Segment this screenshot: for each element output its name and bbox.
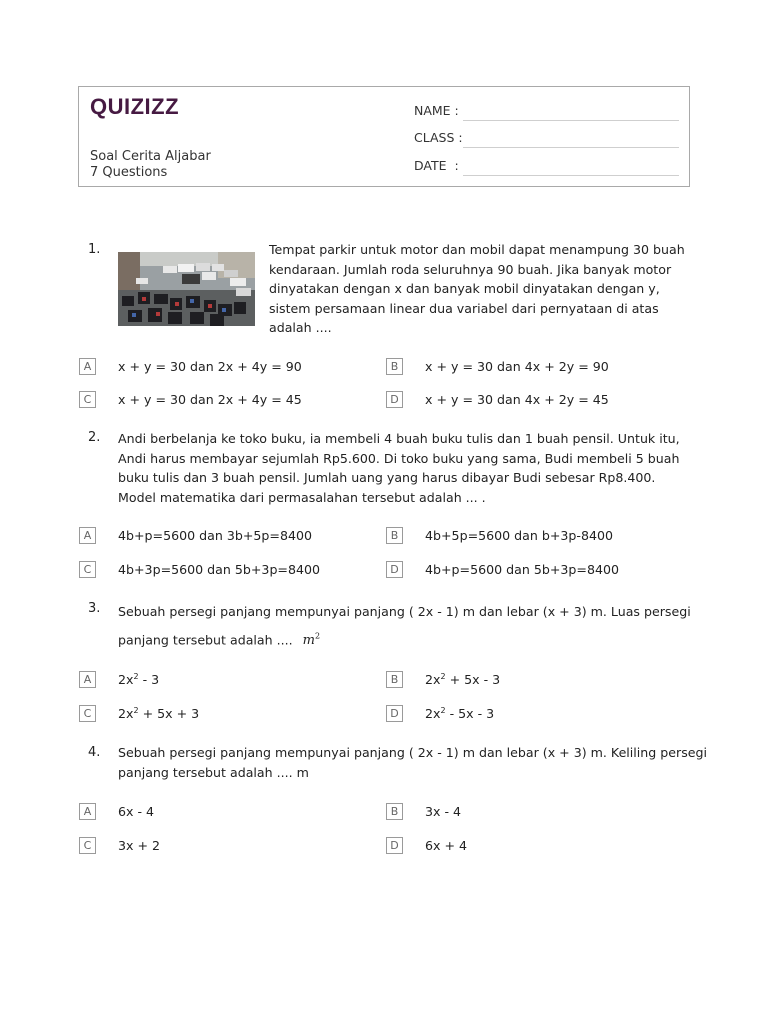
option-text: x + y = 30 dan 2x + 4y = 45 <box>118 392 302 407</box>
option-text: x + y = 30 dan 4x + 2y = 90 <box>425 359 609 374</box>
option-text: 4b+p=5600 dan 3b+5p=8400 <box>118 528 313 543</box>
option-letter-box: A <box>79 803 96 820</box>
option-text: x + y = 30 dan 4x + 2y = 45 <box>425 392 609 407</box>
option-text: 3x - 4 <box>425 804 462 819</box>
option-letter-box: B <box>386 527 403 544</box>
option-text: $2x^2 + 5x + 3$ <box>118 706 200 722</box>
worksheet-title: Soal Cerita Aljabar <box>90 149 211 164</box>
unit-m-squared: $m^2$ <box>302 632 321 649</box>
option-text: 4b+5p=5600 dan b+3p-8400 <box>425 528 614 543</box>
option-letter-box: A <box>79 527 96 544</box>
question-3-text: Sebuah persegi panjang mempunyai panjang ( 2x - 1) m dan lebar (x + 3) m. Luas persegi panjang tersebut adalah .... $m^2$ <box>118 604 691 649</box>
name-line <box>463 120 679 121</box>
class-line <box>463 147 679 148</box>
class-label: CLASS : <box>414 130 463 145</box>
option-letter-box: D <box>386 391 403 408</box>
question-2-number: 2. <box>88 430 101 445</box>
question-2-text: Andi berbelanja ke toko buku, ia membeli 4 buah buku tulis dan 1 buah pensil. Untuk itu, Andi harus membayar sejumlah Rp5.600. Di toko buku yang sama, Budi membeli 5 buah buku tulis dan 3 buah pensil. Jumlah uang yang harus dibayar Budi sebesar Rp8.400. Model matematika dari permasalahan tersebut adalah ... . <box>118 431 680 505</box>
option-letter-box: B <box>386 803 403 820</box>
option-text: 4b+3p=5600 dan 5b+3p=8400 <box>118 562 321 577</box>
question-4-number: 4. <box>88 745 101 760</box>
option-letter-box: A <box>79 358 96 375</box>
date-label: DATE : <box>414 158 459 173</box>
question-1-text: Tempat parkir untuk motor dan mobil dapat menampung 30 buah kendaraan. Jumlah roda seluruhnya 90 buah. Jika banyak motor dinyatakan dengan x dan banyak mobil dinyatakan dengan y, sistem persamaan linear dua variabel dari pernyataan di atas adalah .... <box>269 242 685 335</box>
option-letter-box: D <box>386 561 403 578</box>
question-3-number: 3. <box>88 601 101 616</box>
option-letter-box: A <box>79 671 96 688</box>
date-line <box>463 175 679 176</box>
quizizz-logo <box>90 93 180 121</box>
option-letter-box: D <box>386 837 403 854</box>
option-text: 6x + 4 <box>425 838 468 853</box>
option-letter-box: B <box>386 671 403 688</box>
question-count: 7 Questions <box>90 165 168 180</box>
svg-text:QUIZIZZ: QUIZIZZ <box>90 94 180 119</box>
option-text: $2x^2 - 3$ <box>118 672 160 688</box>
option-letter-box: B <box>386 358 403 375</box>
question-4-text: Sebuah persegi panjang mempunyai panjang ( 2x - 1) m dan lebar (x + 3) m. Keliling persegi panjang tersebut adalah .... m <box>118 745 708 780</box>
option-text: $2x^2 + 5x - 3$ <box>425 672 501 688</box>
option-letter-box: C <box>79 705 96 722</box>
option-text: 6x - 4 <box>118 804 155 819</box>
option-letter-box: D <box>386 705 403 722</box>
option-text: 4b+p=5600 dan 5b+3p=8400 <box>425 562 620 577</box>
option-letter-box: C <box>79 391 96 408</box>
option-text: x + y = 30 dan 2x + 4y = 90 <box>118 359 302 374</box>
option-letter-box: C <box>79 837 96 854</box>
option-text: $2x^2 - 5x - 3$ <box>425 706 495 722</box>
option-letter-box: C <box>79 561 96 578</box>
name-label: NAME : <box>414 103 459 118</box>
parking-lot-photo <box>118 252 255 326</box>
question-1-number: 1. <box>88 242 101 257</box>
option-text: 3x + 2 <box>118 838 161 853</box>
worksheet-header <box>78 86 690 187</box>
